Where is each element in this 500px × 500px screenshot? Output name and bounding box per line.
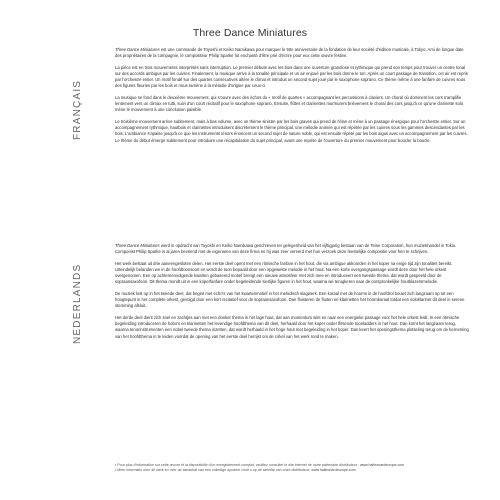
paragraph-text: Het derde deel dient zich snel en zachtjes aan met een donker thema in het lage hout, dat aan momentum wint en naar een energieke passage voor het hele orkest leidt. In een ritmische begeleiding introduceren de hobo's en klarinetten het levendige hoofdthema van dit deel, herhaald door het koper onder flitsende toonladders in het hout. Dan komt het langzaam terug, waarna tenorinstrumenten een nobel tweede thema inzetten, dat wordt herhaald in het hoge hout met begeleiding in het koper. Dan keert het openingsthema plotseling terug om de herneming van het hoofdthema in te leiden voordat de opening van het eerste deel herrijst om de cirkel van het werk rond te maken.: [115, 314, 469, 339]
paragraph: [115, 315, 470, 340]
section-nederlands: [115, 243, 470, 345]
paragraph-text: La pièce est en trois mouvements interprétés sans interruption. Le premier débute avec les bois dans une ouverture grandiose et rythmique qui prend son temps pour trouver un centre tonal sur des accords ambigus par les cuivres. Finalement, la musique arrive à la tonalité principale et un air enjoué par les bois donne le ton. Après un court passage de transition, cet air est repris par l'orchestre entier. Un motif fondé sur des quartes consécutives altère le climat et introduit un second sujet joué par le saxophone soprano. Ce thème même à une fanfare de cuivres sous des figures fleuries par les bois et nous ramène à la mélodie d'origine par ceux-ci.: [115, 64, 468, 89]
paragraph: [115, 47, 470, 60]
paragraph-text: werd in opdracht van Toyoshi en Keiko Namikawa geschreven ter gelegenheid van het vijftigjarig bestaan van de Teine Corporation, hun muziekhandel in Tokio. Componist Philip Sparke is al jaren bevriend met de eigenaren van deze firma en hij was zeer vereerd met hun verzoek deze feestelijke compositie voor hen te schrijven.: [115, 243, 457, 255]
paragraph: [115, 243, 470, 256]
paragraph: [115, 261, 470, 286]
footnote-french: • Pour plus d'information sur cette œuvre et la disponibilité d'un enregistrement complet, veuillez consulter le site internet de notre partenaire distributeur : www.halleonardeurope.com: [115, 463, 405, 467]
paragraph-text: De muziek lost op in het tweede deel, dat begint met echo's van het kwartenmotief in het melodisch slagwerk. Een koraal met de hoorns in de hoofdrol bouwt zich langzaam op tot een hoogtepunt in het complete orkest, gevolgd door een kort recitatief voor de sopraansaxofoon. Dan fluisteren de fluiten en klarinetten het hoornkoraal totdat een soloklarinet dit deel in serene stemming afsluit.: [115, 290, 465, 309]
work-title: Three Dance Miniatures: [115, 243, 160, 248]
footnote-text: Pour plus d'information sur cette œuvre et la disponibilité d'un enregistrement complet, veuillez consulter le site internet de notre partenaire distributeur :: [117, 463, 360, 467]
footnote-dutch: • Meer informatie over dit werk en over de aanschaf van een volledige opname vindt u op de website van onze distributeur: www.halleonardeurope.com: [115, 468, 356, 472]
section-francais: [115, 47, 470, 149]
paragraph-text: La musique se fond dans le deuxième mouvement, qui s'ouvre avec des échos du « motif de quartes » accompagnant les percussions à claviers. Un choral où dominent les cors s'amplifie lentement vers un climax en tutti, suivi d'un court récitatif pour le saxophone soprano. Ensuite, flûtes et clarinettes murmurent brièvement le choral des cors jusqu'à ce qu'une clarinette solo mène le mouvement à une conclusion paisible.: [115, 94, 464, 113]
distributor-link[interactable]: www.halleonardeurope.com: [311, 468, 356, 472]
section-label-nederlands: NEDERLANDS: [72, 263, 83, 344]
page-title: Three Dance Miniatures: [192, 27, 308, 39]
paragraph: [115, 95, 470, 114]
paragraph-text: Het werk bestaat uit drie aaneengesloten delen. Het eerste deel opent met een ritmische fanfare in het hout, die via ambigue akkoorden in het koper na enige tijd zijn tonaliteit bereikt. Uiteindelijk belanden we in de hoofdtoonsoort en wordt de toon bepaald door een opgewekte melodie in het hout. Na een korte overgangspassage wordt deze door het hele orkest overgenomen. Een op achtereenvolgende kwarten gebaseerd motief brengt een nieuwe atmosfeer met zich mee en introduceert een tweede thema, dat wordt gespeeld door de sopraansaxofoon. Dit thema mondt uit in een koperfanfare onder begeleidende sierlijke figuren in het hout, waarna we terugkeren naar de oorspronkelijke houtblazersmelodie.: [115, 260, 453, 285]
footnotes: [115, 463, 475, 473]
paragraph-text: Le troisième mouvement arrive subitement, mais à bas volume, avec un thème sinistre par les bois graves qui prend de l'élan et mène à un passage énergique pour l'orchestre entier. Sur un accompagnement rythmique, hautbois et clarinettes introduisent discrètement le thème principal, une mélodie animée qui est répétée par les cuivres sous les gammes descendantes par les bois. L'ambiance s'apaise jusqu'à ce que les instruments ténors énoncent un second sujet de nature noble, qui est ensuite répété par les bois aigus avec un accompagnement par les cuivres. Le thème du début émerge subitement pour introduire une récapitulation du sujet principal, avant une reprise de l'ouverture du premier mouvement pour boucler la boucle.: [115, 118, 468, 143]
paragraph: [115, 119, 470, 144]
paragraph: [115, 291, 470, 310]
work-title: Three Dance Miniatures: [115, 47, 160, 52]
paragraph-text: est une commande de Toyoshi et Keiko Namikawa pour marquer le 50e anniversaire de la fondation de leur société d'édition musicale, à Tokyo. Ami de longue date des propriétaires de la compagnie, le compositeur Philip Sparke fut enchanté d'être prié d'écrire pour eux cette œuvre festive.: [115, 47, 464, 59]
paragraph: [115, 65, 470, 90]
distributor-link[interactable]: www.halleonardeurope.com: [359, 463, 405, 467]
footnote-text: Meer informatie over dit werk en over de aanschaf van een volledige opname vindt u op de website van onze distributeur:: [117, 468, 312, 472]
section-label-francais: FRANÇAIS: [72, 79, 83, 140]
